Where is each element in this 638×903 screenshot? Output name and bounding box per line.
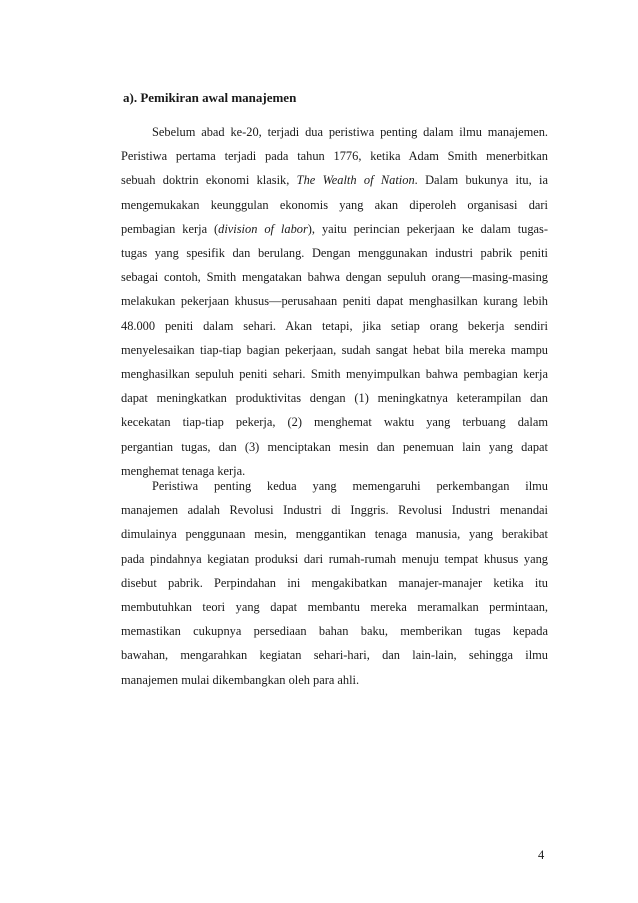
text-line: mengemukakan keunggulan ekonomis yang akan diperoleh organisasi dari — [121, 197, 548, 212]
text-segment: sebuah doktrin ekonomi klasik, — [121, 173, 290, 188]
text-line: Peristiwa penting kedua yang memengaruhi perkembangan ilmu — [152, 479, 548, 493]
text-line: Peristiwa pertama terjadi pada tahun 1776, ketika Adam Smith menerbitkan — [121, 149, 548, 164]
italic-term: division of labor — [218, 221, 308, 236]
text-line: manajemen adalah Revolusi Industri di Inggris. Revolusi Industri menandai — [121, 503, 548, 518]
text-line: manajemen mulai dikembangkan oleh para ahli. — [121, 672, 360, 687]
text-line: melakukan pekerjaan khusus—perusahaan peniti dapat menghasilkan kurang lebih — [121, 294, 548, 309]
text-line: dimulainya penggunaan mesin, menggantikan tenaga manusia, yang berakibat — [121, 527, 548, 542]
text-line: kecekatan tiap-tiap pekerja, (2) menghemat waktu yang terbuang dalam — [121, 415, 548, 430]
text-line: memastikan cukupnya persediaan bahan baku, memberikan tugas kepada — [121, 624, 548, 639]
text-line — [121, 217, 548, 241]
text-line: menghemat tenaga kerja. — [121, 463, 246, 478]
text-line: menghasilkan sepuluh peniti sehari. Smith menyimpulkan bahwa pembagian kerja — [121, 367, 548, 382]
book-title: The Wealth of Nation — [296, 173, 415, 188]
text-line: tugas yang spesifik dan berulang. Dengan menggunakan industri pabrik peniti — [121, 246, 548, 261]
text-line: menyelesaikan tiap-tiap bagian pekerjaan, sudah sangat hebat bila mereka mampu — [121, 342, 548, 357]
text-line: pergantian tugas, dan (3) menciptakan mesin dan penemuan lain yang dapat — [121, 439, 548, 454]
text-segment: pembagian kerja ( — [121, 221, 219, 236]
paragraph-industrial-revolution — [121, 474, 548, 692]
section-heading: a). Pemikiran awal manajemen — [123, 90, 297, 105]
text-line: membutuhkan teori yang dapat membantu mereka meramalkan permintaan, — [121, 600, 548, 615]
text-line: Sebelum abad ke-20, terjadi dua peristiwa penting dalam ilmu manajemen. — [152, 125, 548, 139]
text-line: disebut pabrik. Perpindahan ini mengakibatkan manajer-manajer ketika itu — [121, 575, 548, 590]
text-line: dapat meningkatkan produktivitas dengan (1) meningkatnya keterampilan dan — [121, 391, 548, 406]
text-line — [121, 168, 548, 192]
paragraph-smith — [121, 120, 548, 483]
text-line: pada pindahnya kegiatan produksi dari rumah-rumah menuju tempat khusus yang — [121, 551, 548, 566]
text-line: bawahan, mengarahkan kegiatan sehari-hari, dan lain-lain, sehingga ilmu — [121, 648, 548, 663]
text-line: 48.000 peniti dalam sehari. Akan tetapi, jika setiap orang bekerja sendiri — [121, 318, 548, 333]
text-segment: . Dalam bukunya itu, ia — [414, 173, 548, 188]
text-line: sebagai contoh, Smith mengatakan bahwa dengan sepuluh orang—masing-masing — [121, 270, 548, 285]
page-number: 4 — [538, 848, 545, 862]
text-segment: ), yaitu perincian pekerjaan ke dalam tugas- — [307, 221, 548, 236]
